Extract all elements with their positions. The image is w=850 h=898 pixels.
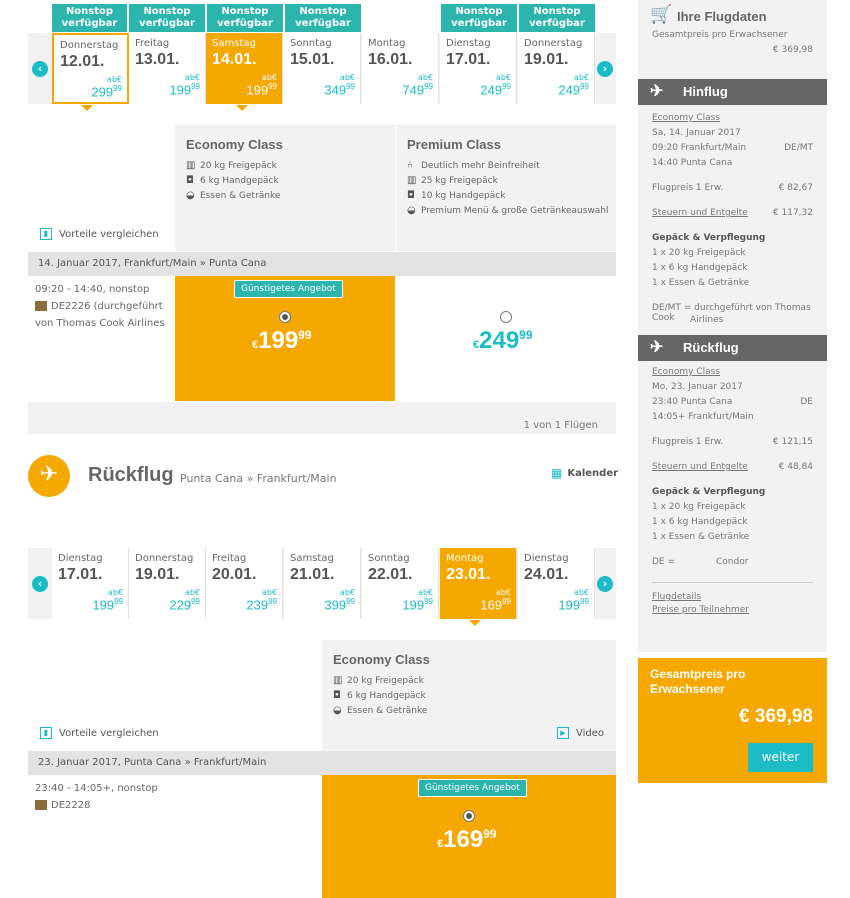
feature-handbag — [186, 173, 395, 188]
suitcase-icon: ▥ — [407, 175, 417, 186]
compare-link[interactable] — [40, 727, 159, 739]
day-date: 17.01. — [446, 51, 491, 68]
nonstop-badge: Nonstop verfügbar — [52, 4, 127, 32]
feature-handbag — [333, 688, 616, 703]
route-text: 23. Januar 2017, Punta Cana » Frankfurt/Main — [38, 757, 267, 768]
day-name: Sonntag — [290, 38, 332, 49]
bag-line — [638, 263, 827, 278]
date-text: Mo, 23. Januar 2017 — [652, 382, 743, 392]
feature-text: Essen & Getränke — [200, 190, 281, 201]
day-price: $249^{99}$ — [558, 82, 589, 98]
day-price: $199^{99}$ — [92, 597, 123, 613]
selection-pointer — [469, 620, 481, 626]
feature-baggage — [333, 673, 616, 688]
day-date: 24.01. — [524, 566, 569, 583]
day-price: $199^{99}$ — [558, 597, 589, 613]
price-per-person-link[interactable] — [638, 605, 827, 620]
summary-fare — [638, 183, 827, 198]
prev-dates-button[interactable]: ‹ — [32, 61, 48, 77]
grand-total-box — [638, 658, 827, 783]
feature-text: 25 kg Freigepäck — [421, 175, 498, 186]
from-label: ab€ — [184, 73, 200, 82]
dep-text: 23:40 Punta Cana — [652, 397, 733, 407]
bag-head: Gepäck & Verpflegung — [652, 233, 766, 243]
day-price: $749^{99}$ — [402, 82, 433, 98]
economy-class-panel — [175, 125, 395, 251]
date-cell[interactable] — [129, 33, 206, 104]
economy-fare-price: $€199^{99}$ — [252, 327, 312, 354]
flights-count: 1 von 1 Flügen — [523, 420, 598, 431]
flight-time: 23:40 - 14:05+, nonstop — [35, 783, 158, 794]
return-route-bar — [28, 751, 616, 775]
bag-text: 1 x 20 kg Freigepäck — [652, 502, 746, 512]
next-button[interactable]: weiter — [748, 743, 813, 772]
date-cell[interactable] — [362, 548, 439, 619]
day-price: $249^{99}$ — [480, 82, 511, 98]
day-date: 19.01. — [524, 51, 569, 68]
compare-label: Vorteile vergleichen — [59, 228, 159, 240]
selection-pointer — [236, 105, 248, 111]
feature-legroom — [407, 158, 616, 173]
feature-handbag — [407, 188, 616, 203]
from-label: ab€ — [495, 73, 511, 82]
return-fare-price: $€169^{99}$ — [437, 826, 497, 853]
compare-label: Vorteile vergleichen — [59, 727, 159, 739]
next-dates-button[interactable]: › — [597, 576, 613, 592]
nonstop-badge: Nonstop verfügbar — [129, 4, 205, 32]
day-price: $229^{99}$ — [169, 597, 200, 613]
flight-number: DE2228 — [51, 800, 91, 811]
day-name: Samstag — [212, 38, 256, 49]
feature-food — [333, 703, 616, 718]
from-label: ab€ — [261, 73, 277, 82]
day-name: Freitag — [135, 38, 170, 49]
summary-class — [638, 113, 827, 128]
route-text: 14. Januar 2017, Frankfurt/Main » Punta Cana — [38, 258, 267, 269]
nonstop-badge: Nonstop verfügbar — [285, 4, 361, 32]
class-text: Economy Class — [652, 113, 720, 123]
calendar-icon: ▦ — [551, 466, 563, 480]
from-label: ab€ — [184, 588, 200, 597]
seat-icon: ⑃ — [407, 160, 413, 171]
date-cell-selected[interactable] — [206, 33, 283, 104]
fare-label: Flugpreis 1 Erw. — [652, 437, 724, 447]
bag-text: 1 x 6 kg Handgepäck — [652, 517, 748, 527]
dep-code: DE/MT — [784, 143, 813, 153]
from-label: ab€ — [573, 73, 589, 82]
from-label: ab€ — [573, 588, 589, 597]
operator-note — [638, 557, 827, 572]
note-text: DE/MT = durchgeführt von Thomas Cook — [652, 303, 811, 323]
from-label: ab€ — [417, 73, 433, 82]
video-link[interactable] — [557, 727, 604, 739]
economy-fare-radio[interactable] — [279, 311, 291, 323]
bag-text: 1 x Essen & Getränke — [652, 278, 750, 288]
feature-food — [186, 188, 395, 203]
summary-date — [638, 382, 827, 397]
feature-food — [407, 203, 616, 218]
summary-arrival — [638, 412, 827, 427]
total-label-text: Gesamtpreis pro Erwachsener — [652, 30, 788, 40]
fare-value: € 82,67 — [778, 183, 813, 193]
day-name: Freitag — [212, 553, 247, 564]
bag-line — [638, 248, 827, 263]
bag-text: 1 x 20 kg Freigepäck — [652, 248, 746, 258]
return-date-strip — [28, 548, 616, 619]
feature-text: 6 kg Handgepäck — [347, 690, 426, 701]
selection-pointer — [81, 105, 93, 111]
note-code: DE = — [652, 557, 676, 567]
fare-label: Flugpreis 1 Erw. — [652, 183, 724, 193]
flight-number-row — [35, 797, 158, 814]
details-link[interactable]: Flugdetails — [652, 592, 702, 602]
day-name: Samstag — [290, 553, 334, 564]
date-text: Sa, 14. Januar 2017 — [652, 128, 741, 138]
feature-text: Essen & Getränke — [347, 705, 428, 716]
date-cell[interactable] — [440, 33, 517, 104]
day-date: 12.01. — [60, 53, 105, 70]
day-price: $199^{99}$ — [246, 82, 277, 98]
feature-text: 20 kg Freigepäck — [347, 675, 424, 686]
bag-icon: ◘ — [186, 175, 194, 186]
bag-line — [638, 532, 827, 547]
meal-icon: ◒ — [333, 705, 342, 716]
day-date: 13.01. — [135, 51, 180, 68]
flight-number-row — [35, 298, 165, 315]
date-cell[interactable] — [206, 548, 283, 619]
summary-departure — [638, 143, 827, 158]
prices-link[interactable]: Preise pro Teilnehmer — [652, 605, 749, 615]
return-summary-header — [638, 335, 827, 361]
divider — [652, 582, 813, 583]
feature-baggage — [186, 158, 395, 173]
booking-summary — [638, 0, 827, 652]
summary-fare — [638, 437, 827, 452]
feature-text: Premium Menü & große Getränkeauswahl — [421, 205, 609, 216]
day-date: 15.01. — [290, 51, 335, 68]
calendar-link[interactable] — [551, 466, 618, 480]
class-title: Economy Class — [333, 652, 430, 667]
summary-tax[interactable] — [638, 462, 827, 477]
date-cell[interactable] — [362, 33, 439, 104]
day-date: 16.01. — [368, 51, 413, 68]
airline-logo-icon — [35, 301, 47, 311]
compare-link[interactable] — [40, 228, 159, 240]
outbound-flight-info — [35, 281, 165, 332]
prev-dates-button[interactable]: ‹ — [32, 576, 48, 592]
bag-text: 1 x Essen & Getränke — [652, 532, 750, 542]
date-cell[interactable] — [129, 548, 206, 619]
bag-line — [638, 502, 827, 517]
bag-heading — [638, 487, 827, 502]
day-date: 22.01. — [368, 566, 413, 583]
day-name: Sonntag — [368, 553, 410, 564]
day-date: 17.01. — [58, 566, 103, 583]
video-label: Video — [576, 727, 605, 739]
flight-operator: von Thomas Cook Airlines — [35, 318, 165, 329]
flight-time: 09:20 - 14:40, nonstop — [35, 284, 150, 295]
total-value: € 369,98 — [772, 45, 813, 55]
feature-text: 10 kg Handgepäck — [421, 190, 506, 201]
from-label: ab€ — [106, 75, 122, 84]
outbound-summary-header — [638, 79, 827, 105]
class-title: Premium Class — [407, 137, 501, 152]
landing-icon: ✈ — [650, 339, 664, 356]
play-icon: ▶ — [557, 727, 569, 739]
nonstop-badge: Nonstop verfügbar — [519, 4, 595, 32]
fare-value: € 121,15 — [772, 437, 813, 447]
premium-fare-radio[interactable] — [500, 311, 512, 323]
day-price: $399^{99}$ — [324, 597, 355, 613]
summary-arrival — [638, 158, 827, 173]
bag-icon: ◘ — [407, 190, 415, 201]
day-date: 21.01. — [290, 566, 335, 583]
summary-tax[interactable] — [638, 208, 827, 223]
day-name: Montag — [446, 553, 484, 564]
takeoff-icon: ✈ — [650, 83, 664, 100]
from-label: ab€ — [339, 73, 355, 82]
premium-class-panel — [396, 125, 616, 251]
return-route-subtitle: Punta Cana » Frankfurt/Main — [180, 472, 337, 485]
bag-line — [638, 517, 827, 532]
day-name: Donnerstag — [135, 553, 194, 564]
date-cell-selected[interactable] — [440, 548, 517, 619]
date-cell[interactable] — [518, 548, 595, 619]
premium-fare-price: $€249^{99}$ — [473, 327, 533, 354]
tax-value: € 48,84 — [778, 462, 813, 472]
summary-departure — [638, 397, 827, 412]
date-cell[interactable] — [52, 33, 129, 104]
note-text: Airlines — [690, 315, 724, 325]
feature-text: 20 kg Freigepäck — [200, 160, 277, 171]
day-name: Montag — [368, 38, 406, 49]
summary-header — [638, 0, 827, 30]
arr-text: 14:05+ Frankfurt/Main — [652, 412, 754, 422]
day-date: 14.01. — [212, 51, 257, 68]
day-price: $239^{99}$ — [246, 597, 277, 613]
flight-number: DE2226 (durchgeführt — [51, 301, 163, 312]
day-price: $199^{99}$ — [169, 82, 200, 98]
from-label: ab€ — [417, 588, 433, 597]
suitcase-icon: ▥ — [333, 675, 343, 686]
feature-baggage — [407, 173, 616, 188]
outbound-route-bar — [28, 252, 616, 276]
bag-icon: ◘ — [333, 690, 341, 701]
outbound-date-strip — [28, 33, 616, 104]
dep-text: 09:20 Frankfurt/Main — [652, 143, 747, 153]
class-text: Economy Class — [652, 367, 720, 377]
cheapest-offer-badge: Günstigetes Angebot — [234, 280, 343, 298]
day-price: $199^{99}$ — [402, 597, 433, 613]
tax-value: € 117,32 — [772, 208, 813, 218]
section-title: Hinflug — [683, 84, 728, 99]
tax-link[interactable]: Steuern und Entgelte — [652, 208, 748, 218]
bag-head: Gepäck & Verpflegung — [652, 487, 766, 497]
dep-code: DE — [800, 397, 813, 407]
grand-total-value: € 369,98 — [739, 706, 813, 727]
from-label: ab€ — [339, 588, 355, 597]
from-label: ab€ — [107, 588, 123, 597]
bag-heading — [638, 233, 827, 248]
cheapest-offer-badge: Günstigetes Angebot — [418, 779, 527, 797]
day-price: $299^{99}$ — [91, 84, 122, 100]
date-cell[interactable] — [518, 33, 595, 104]
summary-class — [638, 367, 827, 382]
nonstop-badge: Nonstop verfügbar — [207, 4, 283, 32]
note-operator: Condor — [716, 557, 749, 567]
date-cell[interactable] — [284, 548, 361, 619]
day-name: Dienstag — [524, 553, 569, 564]
airline-logo-icon — [35, 800, 47, 810]
cart-icon: 🛒 — [650, 4, 673, 25]
day-name: Dienstag — [446, 38, 491, 49]
chart-icon: ▮ — [40, 727, 52, 739]
flight-details-link[interactable] — [638, 592, 827, 605]
calendar-label: Kalender — [567, 467, 619, 479]
arr-text: 14:40 Punta Cana — [652, 158, 733, 168]
feature-text: 6 kg Handgepäck — [200, 175, 279, 186]
date-cell[interactable] — [284, 33, 361, 104]
return-title: Rückflug — [88, 464, 174, 486]
day-price: $349^{99}$ — [324, 82, 355, 98]
day-price: $169^{99}$ — [480, 597, 511, 613]
class-title: Economy Class — [186, 137, 283, 152]
date-cell[interactable] — [52, 548, 129, 619]
return-flight-info — [35, 780, 158, 814]
chart-icon: ▮ — [40, 228, 52, 240]
from-label: ab€ — [261, 588, 277, 597]
summary-date — [638, 128, 827, 143]
meal-icon: ◒ — [407, 205, 416, 216]
day-date: 20.01. — [212, 566, 257, 583]
bag-line — [638, 278, 827, 293]
day-name: Dienstag — [58, 553, 103, 564]
day-name: Donnerstag — [60, 40, 119, 51]
return-fare-radio[interactable] — [463, 810, 475, 822]
nonstop-badge: Nonstop verfügbar — [441, 4, 517, 32]
total-value-row — [638, 45, 827, 60]
day-date: 23.01. — [446, 566, 491, 583]
section-title: Rückflug — [683, 340, 739, 355]
tax-link[interactable]: Steuern und Entgelte — [652, 462, 748, 472]
return-flight-icon: ✈ — [28, 455, 70, 497]
from-label: ab€ — [495, 588, 511, 597]
meal-icon: ◒ — [186, 190, 195, 201]
feature-text: Deutlich mehr Beinfreiheit — [421, 160, 540, 171]
summary-title: Ihre Flugdaten — [677, 9, 767, 24]
grand-total-label: Gesamtpreis pro Erwachsener — [650, 667, 746, 696]
day-date: 19.01. — [135, 566, 180, 583]
total-label — [638, 30, 827, 45]
day-name: Donnerstag — [524, 38, 583, 49]
bag-text: 1 x 6 kg Handgepäck — [652, 263, 748, 273]
next-dates-button[interactable]: › — [597, 61, 613, 77]
suitcase-icon: ▥ — [186, 160, 196, 171]
